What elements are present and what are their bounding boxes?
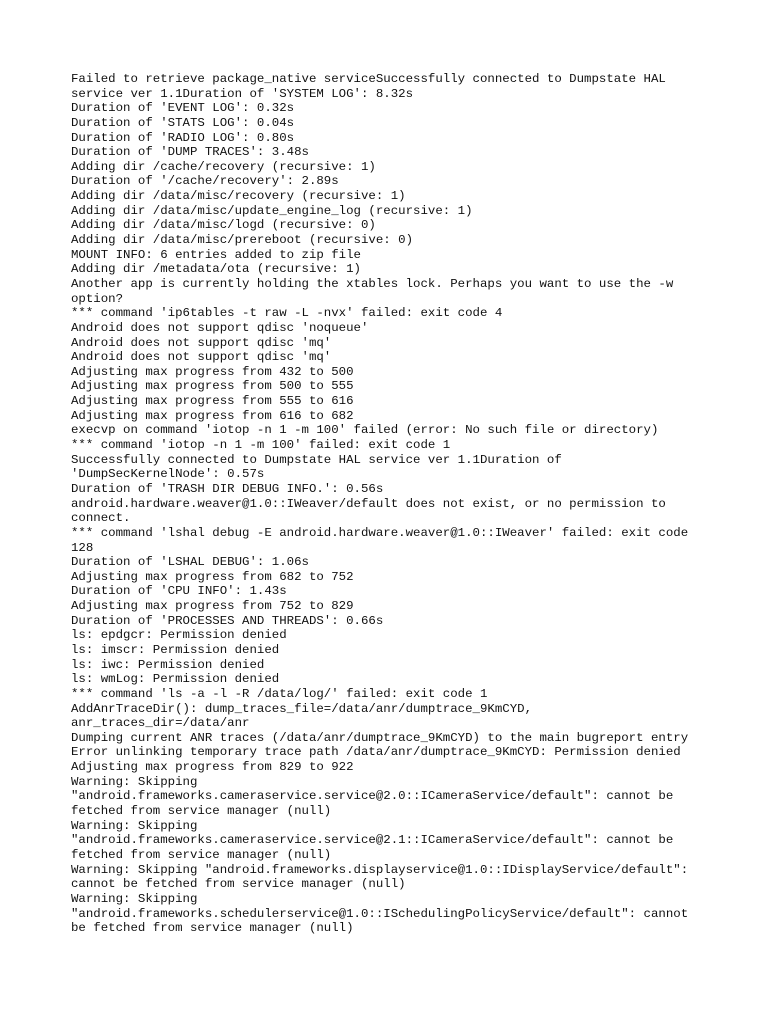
log-line: ls: imscr: Permission denied xyxy=(71,642,280,657)
log-line: Adding dir /data/misc/logd (recursive: 0) xyxy=(71,218,376,233)
log-line: service ver 1.1Duration of 'SYSTEM LOG': 8.32s xyxy=(71,86,414,101)
log-line: Duration of 'EVENT LOG': 0.32s xyxy=(71,101,295,116)
log-line: "android.frameworks.schedulerservice@1.0::ISchedulingPolicyService/default": cannot xyxy=(71,906,689,921)
log-line: be fetched from service manager (null) xyxy=(71,921,354,936)
log-line: Warning: Skipping "android.frameworks.displayservice@1.0::IDisplayService/default": xyxy=(71,862,689,877)
log-line: Adjusting max progress from 500 to 555 xyxy=(71,379,354,394)
log-line: connect. xyxy=(71,511,131,526)
log-line: Warning: Skipping xyxy=(71,818,198,833)
log-line: Error unlinking temporary trace path /data/anr/dumptrace_9KmCYD: Permission denied xyxy=(71,745,681,760)
log-line: Duration of 'RADIO LOG': 0.80s xyxy=(71,130,295,145)
log-line: AddAnrTraceDir(): dump_traces_file=/data/anr/dumptrace_9KmCYD, xyxy=(71,701,533,716)
log-line: Adding dir /cache/recovery (recursive: 1) xyxy=(71,159,376,174)
log-line: Android does not support qdisc 'mq' xyxy=(71,350,332,365)
log-line: Duration of 'TRASH DIR DEBUG INFO.': 0.56s xyxy=(71,481,384,496)
log-line: option? xyxy=(71,291,124,306)
log-line: Android does not support qdisc 'mq' xyxy=(71,335,332,350)
log-output xyxy=(71,72,711,936)
log-line: android.hardware.weaver@1.0::IWeaver/default does not exist, or no permission to xyxy=(71,496,666,511)
log-line: "android.frameworks.cameraservice.service@2.0::ICameraService/default": cannot be xyxy=(71,789,674,804)
log-line: Adding dir /data/misc/recovery (recursive: 1) xyxy=(71,189,406,204)
log-line: Duration of 'STATS LOG': 0.04s xyxy=(71,115,295,130)
log-line: MOUNT INFO: 6 entries added to zip file xyxy=(71,247,361,262)
log-line: Adjusting max progress from 432 to 500 xyxy=(71,364,354,379)
log-line: Adjusting max progress from 555 to 616 xyxy=(71,394,354,409)
log-line: cannot be fetched from service manager (null) xyxy=(71,877,406,892)
log-line: 'DumpSecKernelNode': 0.57s xyxy=(71,467,265,482)
log-line: Adding dir /data/misc/prereboot (recursive: 0) xyxy=(71,233,414,248)
log-line: "android.frameworks.cameraservice.service@2.1::ICameraService/default": cannot be xyxy=(71,833,674,848)
log-line: Warning: Skipping xyxy=(71,891,198,906)
log-line: Warning: Skipping xyxy=(71,774,198,789)
log-line: Duration of 'CPU INFO': 1.43s xyxy=(71,584,287,599)
log-line: Adjusting max progress from 682 to 752 xyxy=(71,569,354,584)
log-line: Dumping current ANR traces (/data/anr/dumptrace_9KmCYD) to the main bugreport entry xyxy=(71,730,689,745)
log-line: ls: iwc: Permission denied xyxy=(71,657,265,672)
log-line: execvp on command 'iotop -n 1 -m 100' failed (error: No such file or directory) xyxy=(71,423,659,438)
log-line: *** command 'ip6tables -t raw -L -nvx' failed: exit code 4 xyxy=(71,306,503,321)
log-line: *** command 'lshal debug -E android.hardware.weaver@1.0::IWeaver' failed: exit code xyxy=(71,525,689,540)
log-line: Adding dir /metadata/ota (recursive: 1) xyxy=(71,262,361,277)
log-line: Adding dir /data/misc/update_engine_log (recursive: 1) xyxy=(71,203,473,218)
log-line: Duration of '/cache/recovery': 2.89s xyxy=(71,174,339,189)
log-line: ls: wmLog: Permission denied xyxy=(71,672,280,687)
log-line: Duration of 'DUMP TRACES': 3.48s xyxy=(71,145,309,160)
log-line: *** command 'ls -a -l -R /data/log/' failed: exit code 1 xyxy=(71,686,488,701)
log-line: Another app is currently holding the xtables lock. Perhaps you want to use the -w xyxy=(71,276,674,291)
log-line: ls: epdgcr: Permission denied xyxy=(71,628,287,643)
log-line: Adjusting max progress from 752 to 829 xyxy=(71,599,354,614)
log-line: fetched from service manager (null) xyxy=(71,847,332,862)
log-line: Failed to retrieve package_native serviceSuccessfully connected to Dumpstate HAL xyxy=(71,72,666,86)
log-line: *** command 'iotop -n 1 -m 100' failed: exit code 1 xyxy=(71,438,451,453)
log-line: Android does not support qdisc 'noqueue' xyxy=(71,320,369,335)
log-line: anr_traces_dir=/data/anr xyxy=(71,716,250,731)
log-line: Adjusting max progress from 829 to 922 xyxy=(71,760,354,775)
log-line: Duration of 'LSHAL DEBUG': 1.06s xyxy=(71,555,309,570)
log-line: Duration of 'PROCESSES AND THREADS': 0.66s xyxy=(71,613,384,628)
log-line: Adjusting max progress from 616 to 682 xyxy=(71,408,354,423)
log-line: 128 xyxy=(71,540,94,555)
log-line: Successfully connected to Dumpstate HAL service ver 1.1Duration of xyxy=(71,452,562,467)
log-line: fetched from service manager (null) xyxy=(71,804,332,819)
